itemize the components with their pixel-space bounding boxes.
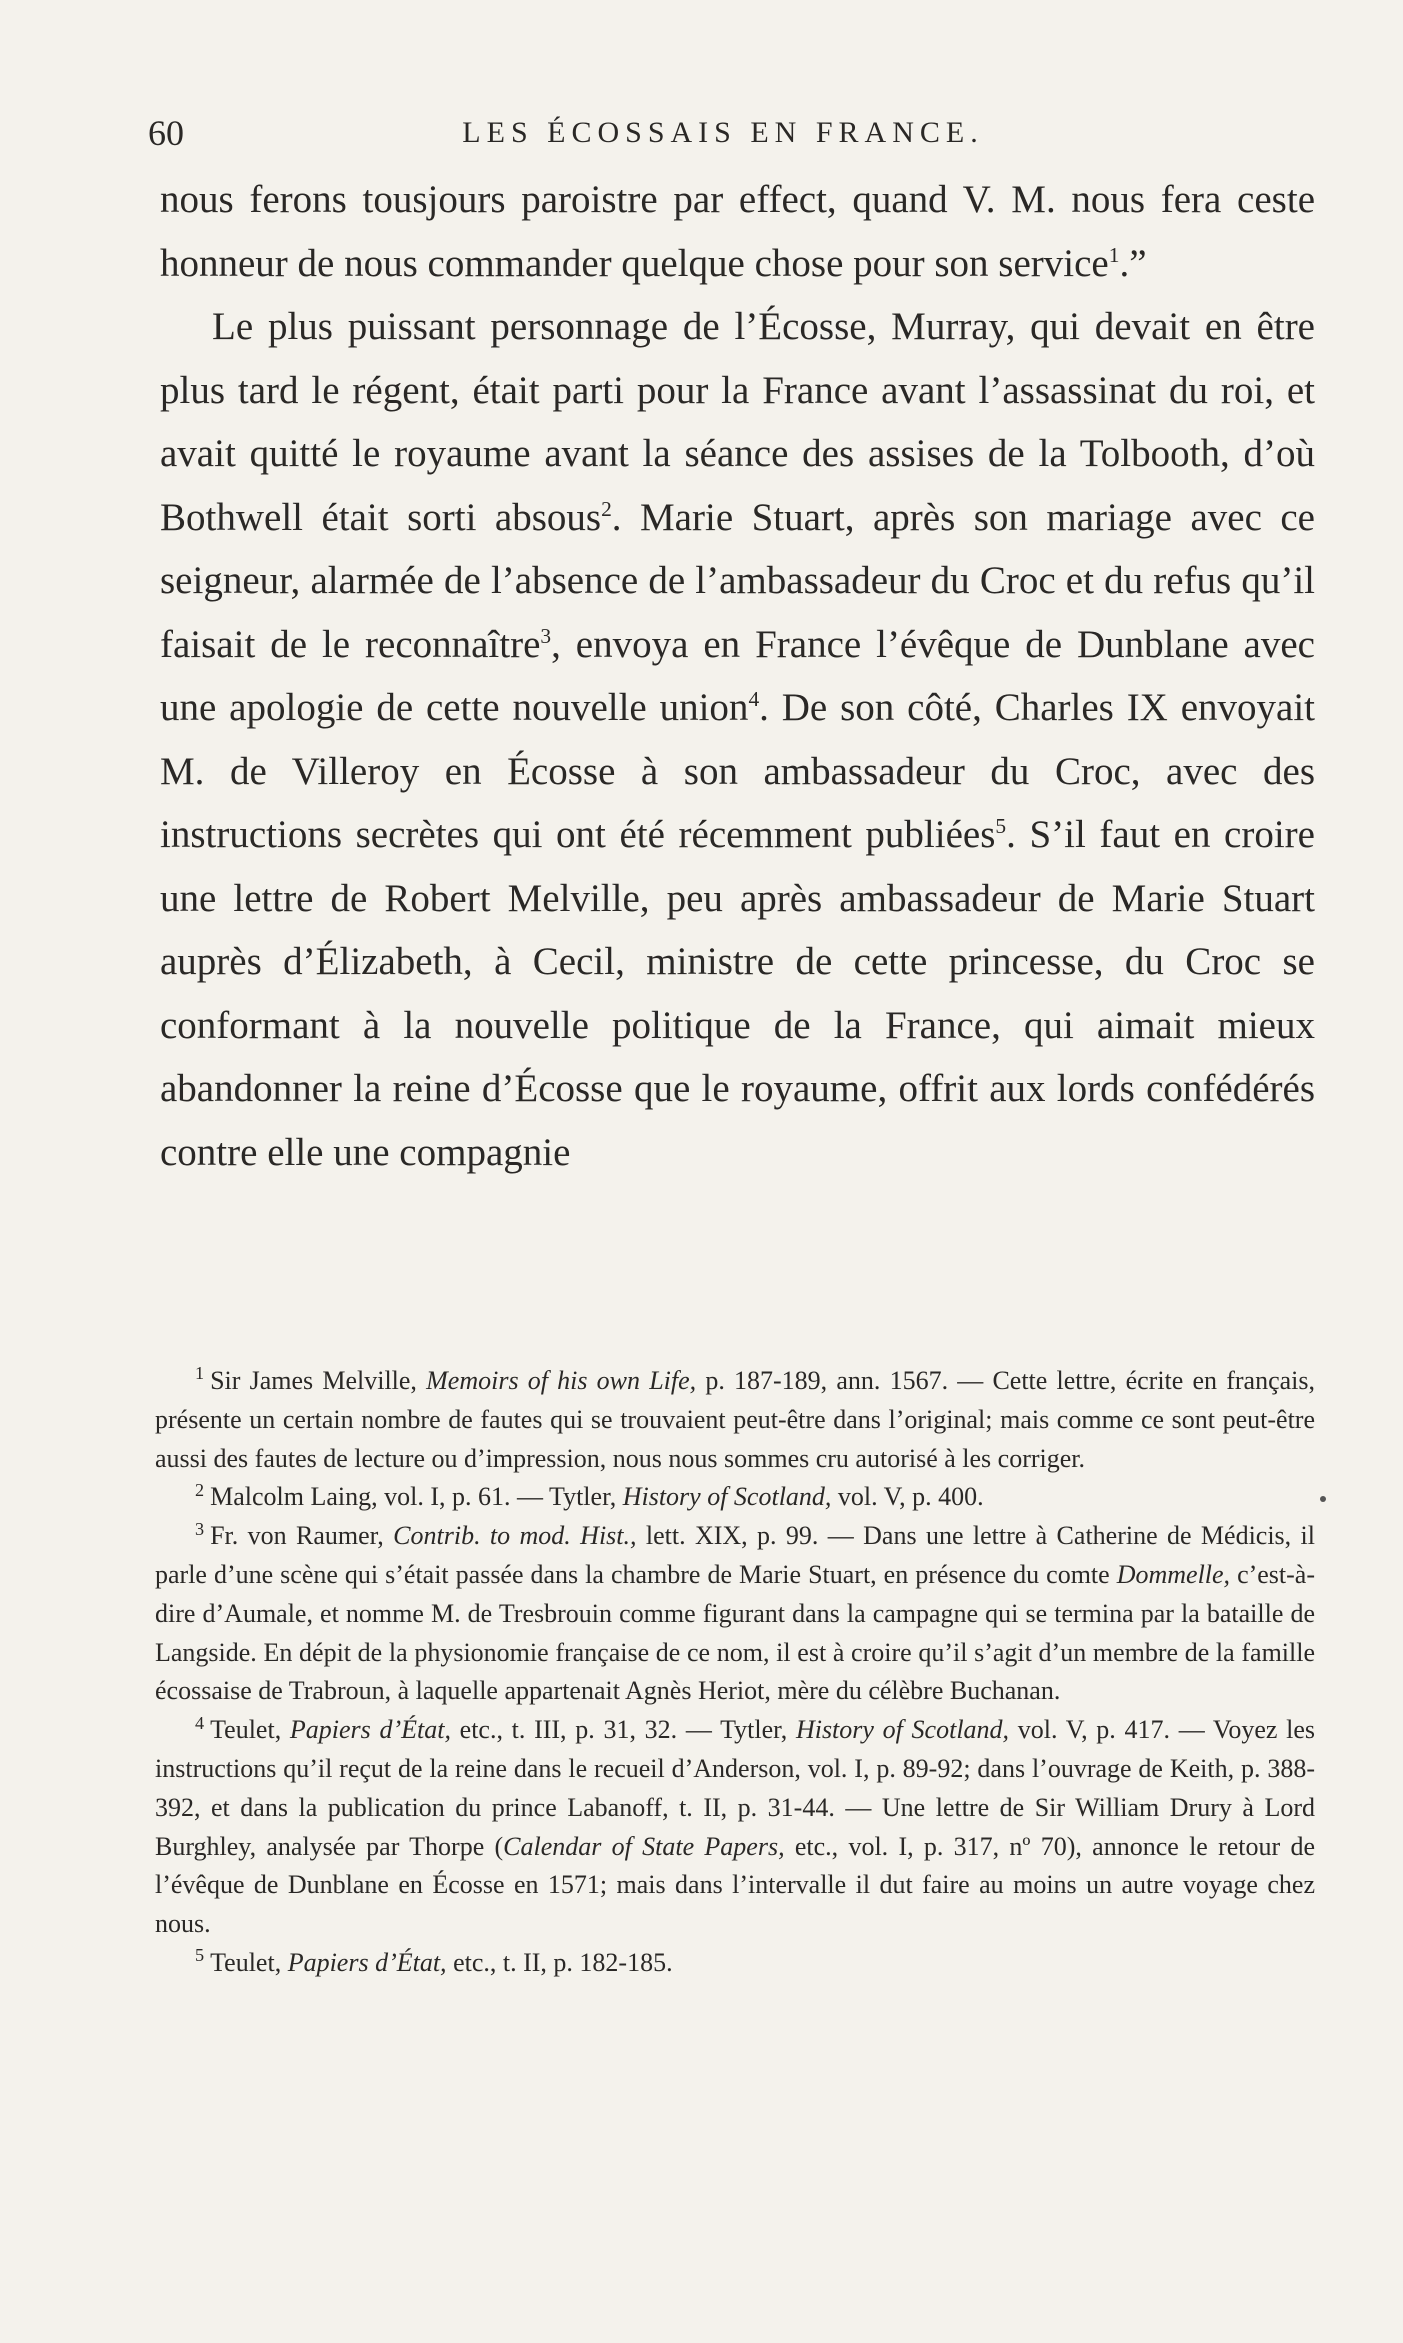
footnote-4-text-b: etc., t. III, p. 31, 32. — Tytler, — [450, 1715, 796, 1745]
footnote-4-text-d: etc., vol. I, p. 317, nº 70), annonce le retour de l’évêque de Dunblane en Écosse en 1571; mais dans l’intervalle il dut faire au moins un autre voyage chez nous. — [155, 1831, 1316, 1939]
footnote-3-text-b: lett. XIX, p. 99. — Dans une lettre à Catherine de Médicis, il parle d’une scène qui s’était passée dans la chambre de Marie Stuart, en présence du comte — [155, 1521, 1315, 1589]
footnote-4-text-c: vol. V, p. 417. — Voyez les instructions qu’il reçut de la reine dans le recueil d’Anderson, vol. I, p. 89-92; dans l’ouvrage de Keith, p. 388-392, et dans la publication du prince Labanoff, t. II, p. 31-44. — Une lettre de Sir William Drury à Lord Burghley, analysée par Thorpe ( — [155, 1715, 1316, 1861]
footnote-ref-1: 1 — [1108, 242, 1120, 267]
footnote-4-title-3: Calendar of State Papers, — [503, 1831, 785, 1861]
footnote-1 — [155, 1362, 1315, 1478]
footnote-2 — [155, 1478, 1315, 1517]
page-header — [148, 112, 1298, 162]
footnote-ref-4: 4 — [748, 687, 760, 711]
footnote-3 — [155, 1517, 1315, 1711]
footnote-5-title: Papiers d’État, — [287, 1947, 447, 1977]
footnote-2-title: History of Scotland, — [622, 1482, 832, 1512]
footnote-5-mark: 5 — [195, 1945, 205, 1966]
footnote-2-text-b: vol. V, p. 400. — [831, 1482, 984, 1512]
footnote-3-text-c: c’est-à-dire d’Aumale, et nomme M. de Tresbrouin comme figurant dans la campagne qui se termina par la bataille de Langside. En dépit de la physionomie française de ce nom, il est à croire qu’il s’agit d’un membre de la famille écossaise de Trabroun, à laquelle appartenait Agnès Heriot, mère du célèbre Buchanan. — [155, 1559, 1316, 1706]
footnote-4 — [155, 1711, 1315, 1944]
footnote-1-text-b: p. 187-189, ann. 1567. — Cette lettre, écrite en français, présente un certain nombre de fautes qui se trouvaient peut-être dans l’original; mais comme ce sont peut-être aussi des fautes de lecture ou d’impression, nous nous sommes cru autorisé à les corriger. — [155, 1366, 1315, 1473]
main-text — [160, 168, 1315, 1184]
paragraph-1-tail: .” — [1119, 241, 1147, 285]
footnote-ref-5: 5 — [995, 814, 1007, 838]
footnote-2-text-a: Malcolm Laing, vol. I, p. 61. — Tytler, — [210, 1482, 623, 1512]
paragraph-2-part-5: . S’il faut en croire une lettre de Robert Melville, peu après ambassadeur de Marie Stuart auprès d’Élizabeth, à Cecil, ministre de cette princesse, du Croc se conformant à la nouvelle politique de la France, qui aimait mieux abandonner la reine d’Écosse que le royaume, offrit aux lords confédérés contre elle une compagnie — [160, 813, 1315, 1174]
paragraph-1-text: nous ferons tousjours paroistre par effect, quand V. M. nous fera ceste honneur de nous commander quelque chose pour son service — [160, 178, 1315, 285]
footnote-4-title-1: Papiers d’État, — [289, 1715, 451, 1745]
running-title: LES ÉCOSSAIS EN FRANCE. — [462, 116, 984, 149]
footnote-5-text-b: etc., t. II, p. 182-185. — [446, 1947, 673, 1977]
footnote-3-name: Dommelle, — [1116, 1559, 1231, 1589]
footnote-ref-3: 3 — [540, 623, 552, 648]
footnote-1-title: Memoirs of his own Life, — [426, 1366, 697, 1395]
footnote-1-text-a: Sir James Melville, — [210, 1366, 427, 1395]
paragraph-2-part-3: , envoya en France l’évêque de Dunblane avec une apologie de cette nouvelle union — [160, 622, 1315, 729]
paragraph-1 — [160, 168, 1315, 295]
footnote-1-mark: 1 — [195, 1363, 205, 1384]
footnote-4-title-2: History of Scotland, — [795, 1715, 1010, 1745]
footnote-ref-2: 2 — [601, 496, 612, 521]
paragraph-2-part-4: . De son côté, Charles IX envoyait M. de Villeroy en Écosse à son ambassadeur du Croc, avec des instructions secrètes qui ont été récemment publiées — [160, 686, 1315, 856]
paragraph-2 — [160, 295, 1315, 1184]
footnote-3-title: Contrib. to mod. Hist., — [393, 1521, 637, 1551]
footnote-2-mark: 2 — [195, 1479, 205, 1500]
footnote-3-mark: 3 — [195, 1518, 205, 1539]
footnote-5-text-a: Teulet, — [210, 1947, 288, 1977]
paragraph-2-part-1: Le plus puissant personnage de l’Écosse, Murray, qui devait en être plus tard le régent, était parti pour la France avant l’assassinat du roi, et avait quitté le royaume avant la séance des assises de la Tolbooth, d’où Bothwell était sorti absous — [160, 305, 1315, 539]
footnote-5 — [155, 1944, 1315, 1983]
footnote-3-text-a: Fr. von Raumer, — [210, 1521, 394, 1551]
footnote-4-mark: 4 — [195, 1712, 205, 1733]
ink-speck — [1320, 1496, 1326, 1502]
paragraph-2-part-2: . Marie Stuart, après son mariage avec ce seigneur, alarmée de l’absence de l’ambassadeur du Croc et du refus qu’il faisait de le reconnaître — [160, 495, 1315, 666]
footnotes — [155, 1362, 1315, 1983]
page-number: 60 — [148, 113, 184, 153]
footnote-4-text-a: Teulet, — [210, 1715, 290, 1745]
